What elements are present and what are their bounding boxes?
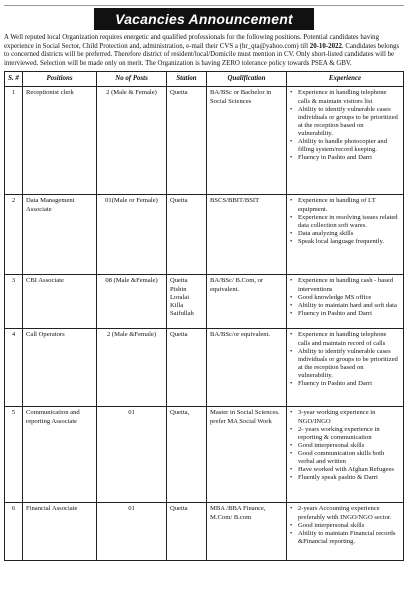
experience-list (290, 89, 400, 162)
experience-item: • 2-years Accounting experience preferably with INGO/NGO sector. (290, 505, 400, 521)
experience-item: • Fluently speak pashto & Darri (290, 474, 400, 482)
experience-item: • Ability to maintain hard and soft data (290, 302, 400, 310)
station-cell: Quetta Pishin Loralai Killa Saifullah (167, 275, 207, 329)
experience-item: • Have worked with Afghan Refugees (290, 466, 400, 474)
experience-cell (287, 87, 404, 195)
experience-item: • Experience in handling telephone calls and maintain record of calls (290, 331, 400, 347)
experience-item: • 3-year working experience in NGO/INGO (290, 409, 400, 425)
experience-cell (287, 275, 404, 329)
sr-cell: 1 (5, 87, 23, 195)
position-cell: Receptionist clerk (23, 87, 97, 195)
experience-cell (287, 195, 404, 275)
table-row (5, 329, 404, 407)
table-body (5, 87, 404, 561)
header-sr: S. # (5, 72, 23, 87)
experience-item: • 2- years working experience in reporting & communication (290, 426, 400, 442)
qualification-cell: Master in Social Sciences. prefer MA Social Work (207, 407, 287, 503)
experience-item: • Fluency in Pashto and Darri (290, 154, 400, 162)
posts-cell: 01 (97, 503, 167, 561)
station-cell: Quetta (167, 87, 207, 195)
sr-cell: 6 (5, 503, 23, 561)
header-qualification: Qualification (207, 72, 287, 87)
experience-item: • Experience in handling cash - based interventions (290, 277, 400, 293)
position-cell: CBI Associate (23, 275, 97, 329)
position-cell: Financial Associate (23, 503, 97, 561)
experience-list (290, 505, 400, 545)
qualification-cell: BA/BSc/ B.Com, or equivalent. (207, 275, 287, 329)
experience-item: • Ability to maintain Financial records &Financial reporting. (290, 530, 400, 546)
header-station: Station (167, 72, 207, 87)
table-row (5, 87, 404, 195)
experience-list (290, 197, 400, 246)
header-posts: No of Posts (97, 72, 167, 87)
deadline-date: 20-10-2022 (309, 42, 342, 50)
experience-list (290, 331, 400, 388)
experience-item: • Good communication skills both verbal and written (290, 450, 400, 466)
experience-item: • Good knowledge MS office (290, 294, 400, 302)
sr-cell: 4 (5, 329, 23, 407)
announcement-banner: Vacancies Announcement (94, 8, 314, 30)
header-positions: Positions (23, 72, 97, 87)
table-row (5, 503, 404, 561)
intro-text-a: A Well reputed local Organization requires energetic and qualified professionals for the following positions. Potential candidates having experience in Social Sector, Child Protection and, administration, e-mail their CVS a (hr_qta@yahoo.com) till (4, 34, 380, 50)
experience-cell (287, 503, 404, 561)
posts-cell: 08 (Male &Female) (97, 275, 167, 329)
experience-item: • Good interpersonal skills (290, 522, 400, 530)
sr-cell: 3 (5, 275, 23, 329)
sr-cell: 2 (5, 195, 23, 275)
qualification-cell: BA/BSc or Bachelor in Social Sciences (207, 87, 287, 195)
table-row (5, 407, 404, 503)
experience-item: • Data analyzing skills (290, 230, 400, 238)
experience-item: • Ability to handle photocopier and filling system/record keeping. (290, 138, 400, 154)
experience-item: • Speak local language frequently. (290, 238, 400, 246)
experience-list (290, 277, 400, 317)
sr-cell: 5 (5, 407, 23, 503)
posts-cell: 01 (97, 407, 167, 503)
qualification-cell: MBA /BBA Finance, M.Com/ B.com (207, 503, 287, 561)
experience-item: • Fluency in Pashto and Darri (290, 310, 400, 318)
table-row (5, 275, 404, 329)
station-cell: Quetta (167, 195, 207, 275)
position-cell: Data Management Associate (23, 195, 97, 275)
posts-cell: 2 (Male & Female) (97, 87, 167, 195)
vacancies-table (4, 71, 404, 561)
experience-item: • Experience in handling of I.T equipment. (290, 197, 400, 213)
station-cell: Quetta (167, 503, 207, 561)
experience-item: • Experience in handling telephone calls & maintain visitors list (290, 89, 400, 105)
position-cell: Communication and reporting Associate (23, 407, 97, 503)
table-row (5, 195, 404, 275)
experience-item: • Ability to identify vulnerable cases individuals or groups to be prioritized at the reception based on vulnerability. (290, 348, 400, 380)
experience-item: • Experience in resolving issues related data collection soft wares. (290, 214, 400, 230)
qualification-cell: BSCS/BBIT/BSIT (207, 195, 287, 275)
table-header-row (5, 72, 404, 87)
top-divider (4, 0, 404, 6)
station-cell: Quetta, (167, 407, 207, 503)
experience-cell (287, 407, 404, 503)
experience-list (290, 409, 400, 482)
intro-text-b: . Candidates belongs to concerned districts will be preferred. Therefore district of resident/local/Domicile must mention in CV. Only short-listed candidates will be interviewed. Selection will be made only on merit. The Organization is having ZERO tolerance policy towards PSEA & GBV. (4, 42, 400, 67)
station-cell: Quetta (167, 329, 207, 407)
posts-cell: 2 (Male &Female) (97, 329, 167, 407)
experience-item: • Fluency in Pashto and Darri (290, 380, 400, 388)
experience-cell (287, 329, 404, 407)
header-experience: Experience (287, 72, 404, 87)
position-cell: Call Operators (23, 329, 97, 407)
posts-cell: 01(Male or Female) (97, 195, 167, 275)
qualification-cell: BA/BSc/or equivalent. (207, 329, 287, 407)
intro-paragraph (4, 34, 404, 68)
experience-item: • Good interpersonal skills (290, 442, 400, 450)
experience-item: • Ability to identify vulnerable cases individuals or groups to be prioritized at the reception based on vulnerability. (290, 106, 400, 138)
